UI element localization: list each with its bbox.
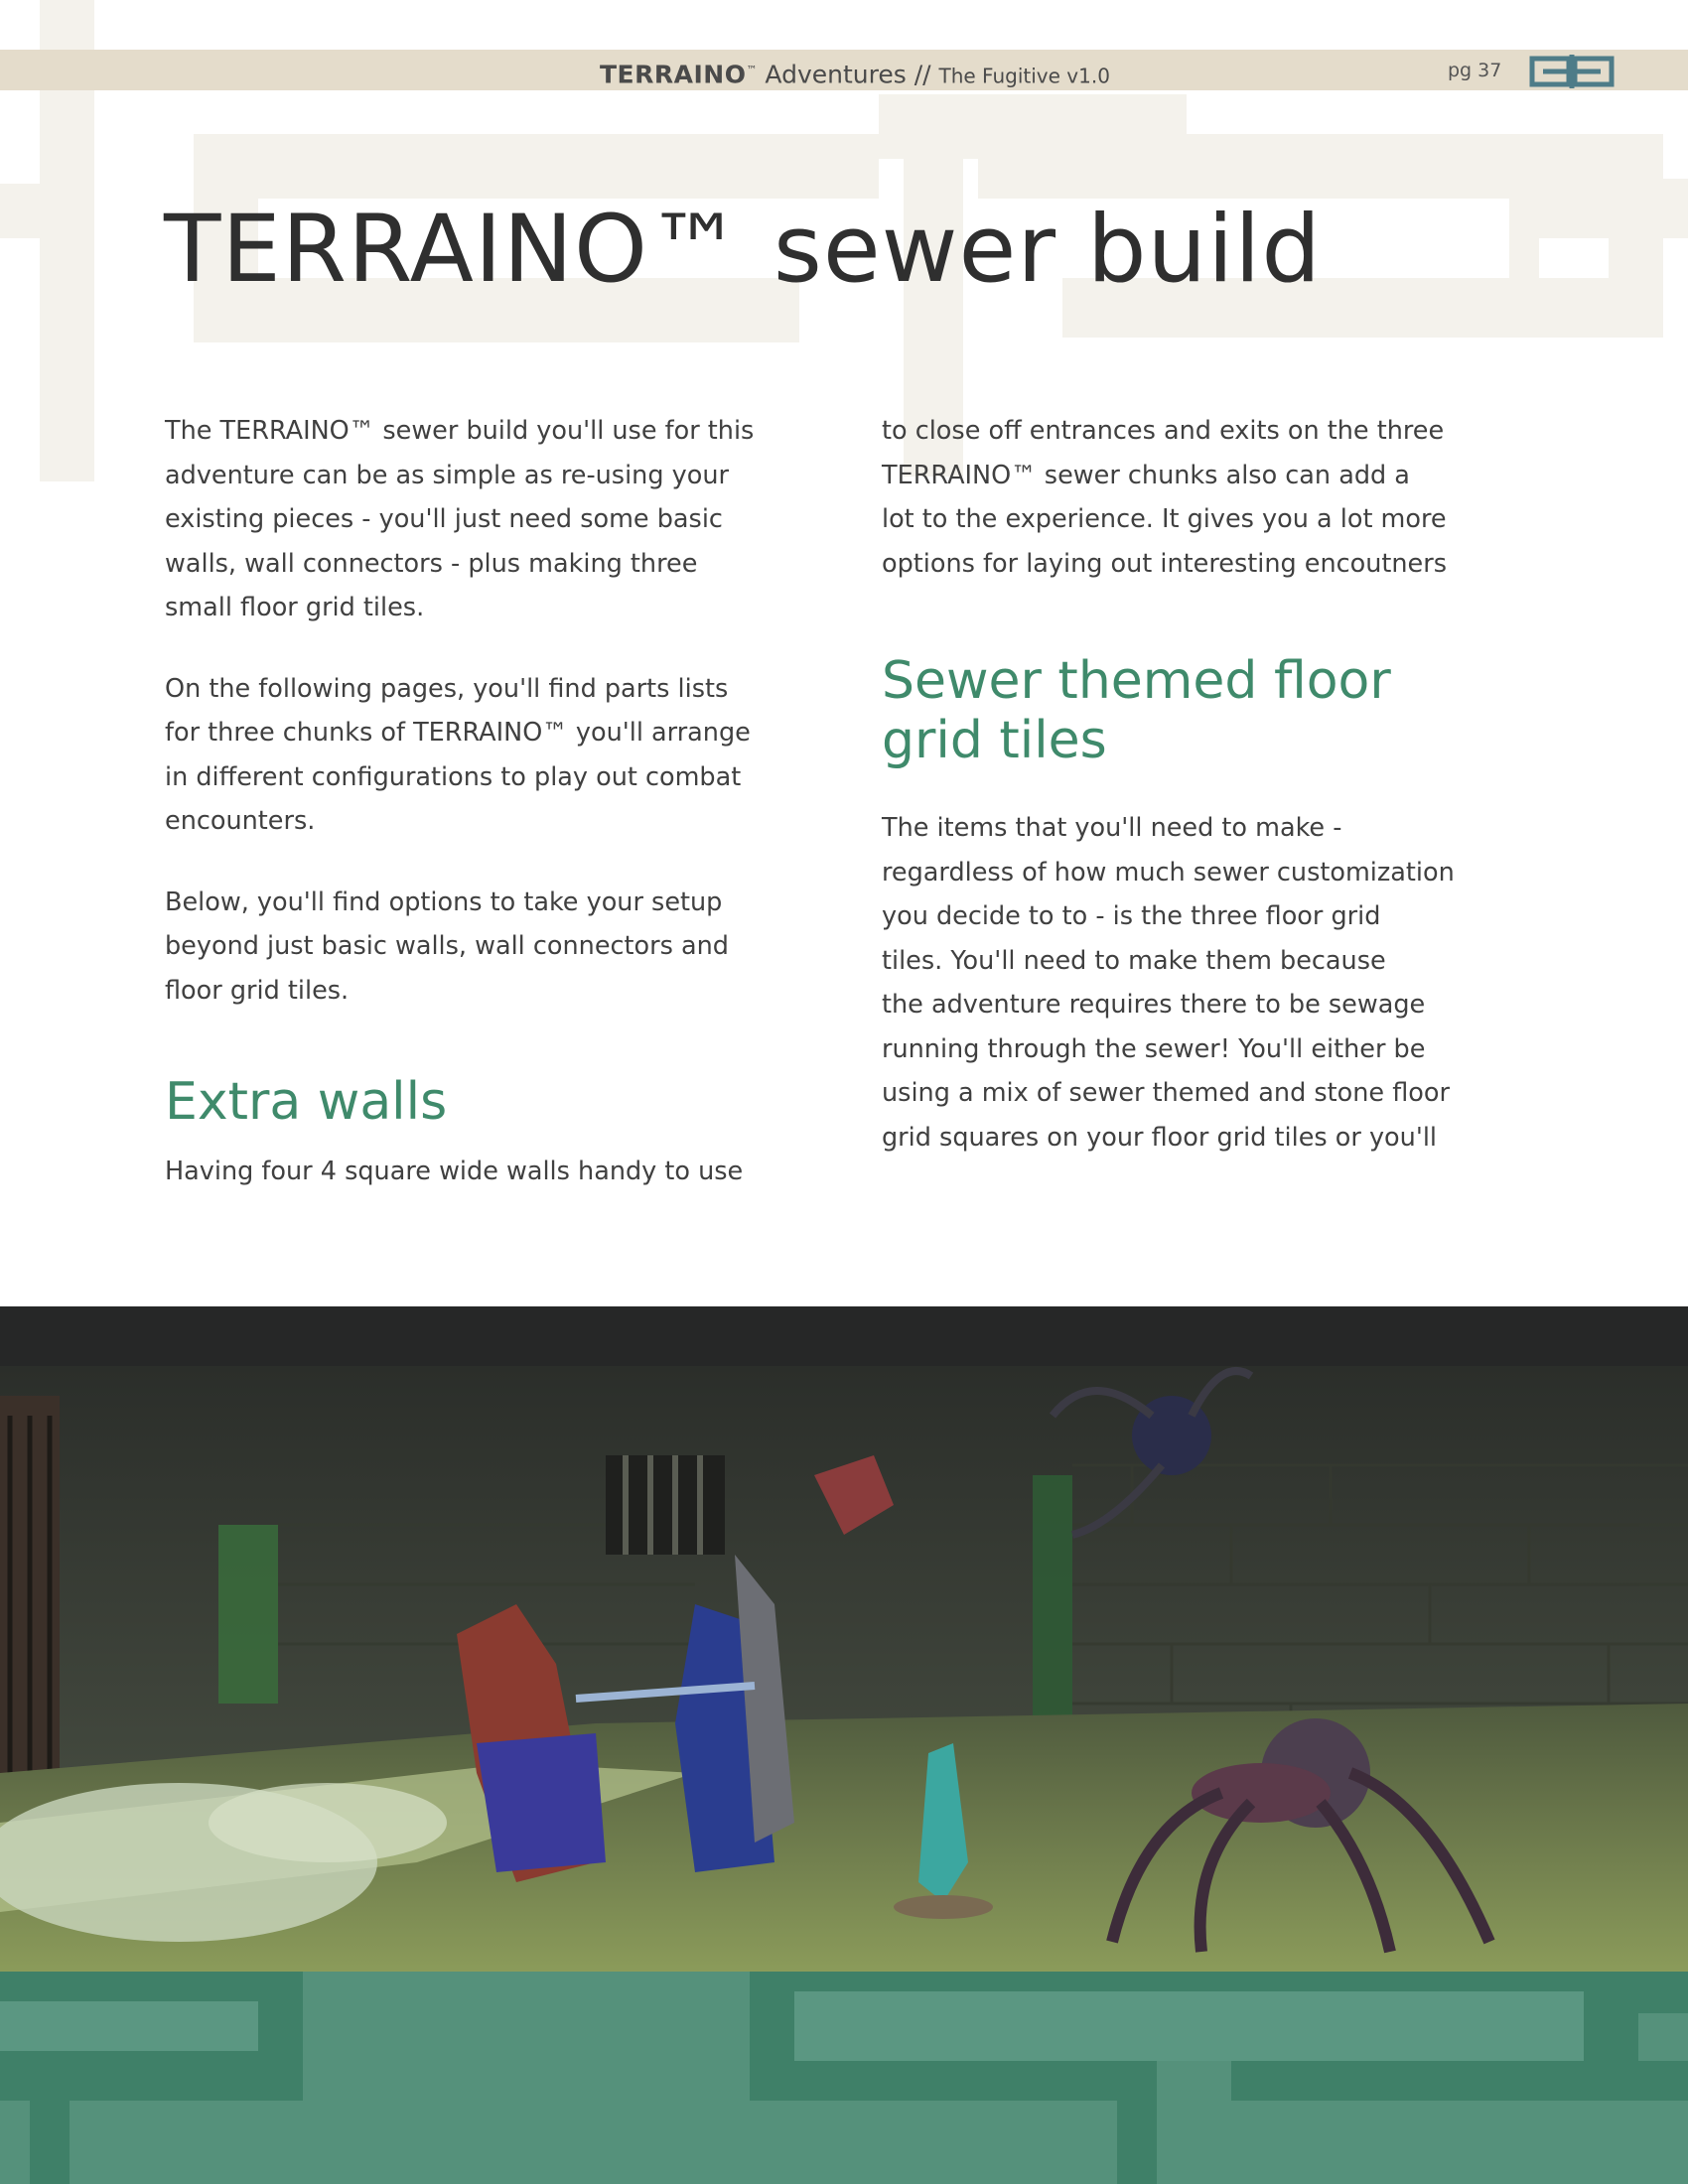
document-subtitle: The Fugitive v1.0: [938, 64, 1110, 88]
sewer-scene-photo: [0, 1306, 1688, 1972]
brand-name: TERRAINO: [600, 60, 747, 89]
extra-walls-paragraph: Having four 4 square wide walls handy to use: [165, 1157, 744, 1186]
extra-walls-continued-paragraph: to close off entrances and exits on the three TERRAINO™ sewer chunks also can add a lot to the experience. It gives you a lot more options for laying out interesting encoutners: [882, 416, 1448, 579]
footer-band: [0, 1972, 1688, 2184]
page-number: pg 37: [1448, 60, 1502, 81]
trademark-symbol: ™: [746, 64, 758, 76]
floor-tiles-paragraph: The items that you'll need to make - regardless of how much sewer customization you decide to to - is the three floor grid tiles. You'll need to make them because the adventure requires there to be sewage running through the sewer! You'll either be using a mix of sewer themed and stone floor grid squares on your floor grid tiles or you'll: [882, 813, 1455, 1153]
intro-paragraph: The TERRAINO™ sewer build you'll use for this adventure can be as simple as re-using your existing pieces - you'll just need some basic walls, wall connectors - plus making three small floor grid tiles.: [165, 416, 755, 622]
options-paragraph: Below, you'll find options to take your setup beyond just basic walls, wall connectors and floor grid tiles.: [165, 887, 729, 1006]
sewer-scene-illustration: [0, 1306, 1688, 1972]
series-name: Adventures //: [757, 60, 931, 89]
parts-list-paragraph: On the following pages, you'll find parts lists for three chunks of TERRAINO™ you'll arrange in different configurations to play out combat encounters.: [165, 673, 751, 836]
left-column: [165, 409, 761, 1194]
footer-maze-pattern: [0, 1972, 1688, 2184]
extra-walls-heading: Extra walls: [165, 1072, 448, 1132]
header-bar: [0, 50, 1688, 90]
right-column: [882, 409, 1477, 1160]
page-title: TERRAINO™ sewer build: [164, 196, 1323, 304]
terraino-logo-icon: [1529, 55, 1615, 88]
floor-tiles-heading: Sewer themed floor grid tiles: [882, 651, 1391, 770]
document-title: [600, 56, 1110, 90]
